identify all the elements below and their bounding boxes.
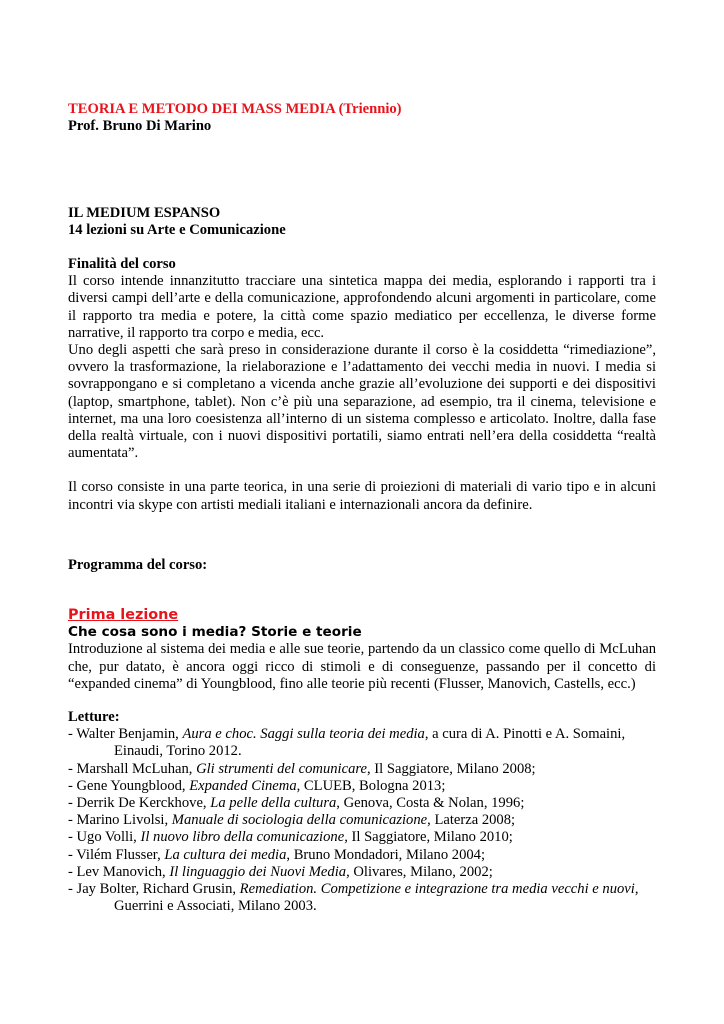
aims-paragraph: Il corso intende innanzitutto tracciare una sintetica mappa dei media, esplorando i rapporti tra i diversi campi dell’arte e della comunicazione, approfondendo alcuni argomenti in particolare, come il rapporto tra media e potere, la città come spazio mediatico per eccellenza, le diverse forme narrative, il rapporto tra corpo e media, ecc. <box>68 273 656 341</box>
professor-name: Prof. Bruno Di Marino <box>68 118 212 135</box>
reading-title: Manuale di sociologia della comunicazione <box>171 812 428 829</box>
reading-publication: , Guerrini e Associati, Milano 2003. <box>114 881 639 915</box>
reading-author: - Vilém Flusser, <box>68 846 165 863</box>
readings-heading: Letture: <box>68 709 120 725</box>
reading-item <box>68 726 656 760</box>
reading-author: - Lev Manovich, <box>68 863 170 880</box>
reading-title: Il linguaggio dei Nuovi Media <box>169 863 347 880</box>
reading-item <box>68 761 656 778</box>
course-title-block <box>68 205 656 239</box>
reading-author: - Marshall McLuhan, <box>68 760 197 777</box>
reading-author: - Jay Bolter, Richard Grusin, <box>68 881 240 898</box>
reading-author: - Ugo Volli, <box>68 829 141 846</box>
readings-section <box>68 709 656 915</box>
aims-paragraph: Uno degli aspetti che sarà preso in considerazione durante il corso è la cosiddetta “rimediazione”, ovvero la trasformazione, la rielaborazione e l’adattamento dei vecchi media in nuovi. I media si sovrappongano e si completano a vicenda anche grazie all’evoluzione dei supporti e dei dispositivi (laptop, smartphone, tablet). Non c’è più una separazione, ad esempio, tra il cinema, televisione e internet, ma una loro coesistenza all’interno di un sistema complesso e articolato. Inoltre, dalla fase della realtà virtuale, con i nuovi dispositivi portatili, siamo entrati nell’era della cosiddetta “realtà aumentata”. <box>68 342 656 462</box>
aims-section <box>68 256 656 514</box>
reading-publication: , Il Saggiatore, Milano 2010; <box>344 829 513 846</box>
reading-item <box>68 829 656 846</box>
reading-publication: , Genova, Costa & Nolan, 1996; <box>336 795 525 812</box>
reading-title: La pelle della cultura <box>210 795 337 812</box>
reading-item <box>68 864 656 881</box>
reading-title: Il nuovo libro della comunicazione <box>140 829 345 846</box>
course-code-title: TEORIA E METODO DEI MASS MEDIA (Triennio) <box>68 101 402 117</box>
reading-title: Aura e choc. Saggi sulla teoria dei media <box>182 726 425 743</box>
header-block <box>68 101 656 135</box>
reading-title: Remediation. Competizione e integrazione tra media vecchi e nuovi <box>239 881 635 898</box>
lesson-title: Che cosa sono i media? Storie e teorie <box>68 624 362 641</box>
reading-title: Expanded Cinema <box>189 777 297 794</box>
reading-author: - Derrik De Kerckhove, <box>68 795 211 812</box>
readings-list <box>68 726 656 915</box>
reading-title: Gli strumenti del comunicare <box>196 760 367 777</box>
reading-item <box>68 812 656 829</box>
lesson-label: Prima lezione <box>68 607 179 623</box>
reading-publication: , CLUEB, Bologna 2013; <box>296 777 446 794</box>
aims-paragraph: Il corso consiste in una parte teorica, in una serie di proiezioni di materiali di vario tipo e in alcuni incontri via skype con artisti mediali italiani e internazionali ancora da definire. <box>68 479 656 513</box>
lesson-description: Introduzione al sistema dei media e alle sue teorie, partendo da un classico come quello di McLuhan che, pur datato, è ancora oggi ricco di stimoli e di conseguenze, passando per il concetto di “expanded cinema” di Youngblood, fino alle teorie più recenti (Flusser, Manovich, Castells, ecc.) <box>68 641 656 692</box>
reading-item <box>68 881 656 915</box>
reading-author: - Gene Youngblood, <box>68 777 190 794</box>
reading-publication: , Laterza 2008; <box>427 812 516 829</box>
lesson-1-section <box>68 607 656 693</box>
course-subtitle: 14 lezioni su Arte e Comunicazione <box>68 222 286 239</box>
reading-item <box>68 795 656 812</box>
course-title: IL MEDIUM ESPANSO <box>68 205 221 221</box>
programme-heading: Programma del corso: <box>68 557 208 573</box>
reading-item <box>68 778 656 795</box>
reading-item <box>68 847 656 864</box>
reading-title: La cultura dei media <box>164 846 287 863</box>
aims-heading: Finalità del corso <box>68 256 176 272</box>
reading-author: - Walter Benjamin, <box>68 726 183 743</box>
reading-author: - Marino Livolsi, <box>68 812 172 829</box>
reading-publication: , Il Saggiatore, Milano 2008; <box>367 760 536 777</box>
reading-publication: , Olivares, Milano, 2002; <box>346 863 493 880</box>
reading-publication: , a cura di A. Pinotti e A. Somaini, Einaudi, Torino 2012. <box>114 726 626 760</box>
reading-publication: , Bruno Mondadori, Milano 2004; <box>286 846 486 863</box>
